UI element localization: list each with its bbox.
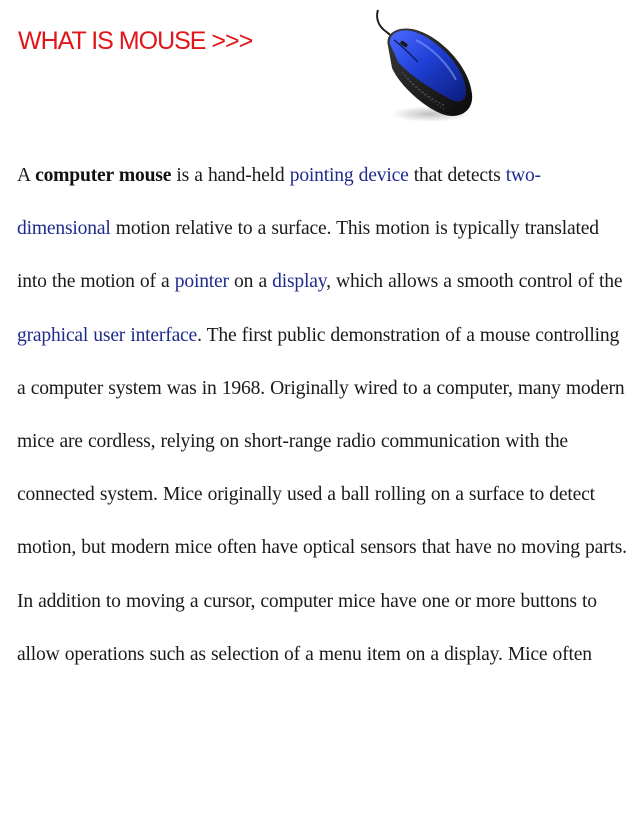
computer-mouse-icon <box>366 6 478 126</box>
page-title: WHAT IS MOUSE >>> <box>18 27 253 55</box>
term-computer-mouse: computer mouse <box>35 165 172 186</box>
text-segment: motion relative to a surface. This motion is typically translated into the motion of a <box>17 218 599 293</box>
text-segment: that detects <box>408 165 506 186</box>
text-segment: A <box>17 165 36 186</box>
text-segment: , which allows a smooth control of the <box>326 271 623 293</box>
text-segment: . The first public demonstration of a mouse controlling a computer system was in 1968. Originally wired to a computer, many modern mice are cordless, relying on short-range radio communication with the connected system. Mice originally used a ball rolling on a surface to detect motion, but modern mice often have optical sensors that have no moving parts. In addition to moving a cursor, computer mice have one or more buttons to allow operations such as selection of a menu item on a display. Mice often <box>17 324 627 665</box>
link-display[interactable]: display <box>272 271 327 293</box>
link-two-dimensional[interactable]: two-dimensional <box>17 165 541 240</box>
text-segment: is a hand-held <box>171 165 290 186</box>
link-pointer[interactable]: pointer <box>174 271 229 293</box>
link-pointing-device[interactable]: pointing device <box>289 165 409 186</box>
link-graphical-user-interface[interactable]: graphical user interface <box>17 324 198 346</box>
article-paragraph <box>17 149 627 681</box>
text-segment: on a <box>228 271 273 293</box>
